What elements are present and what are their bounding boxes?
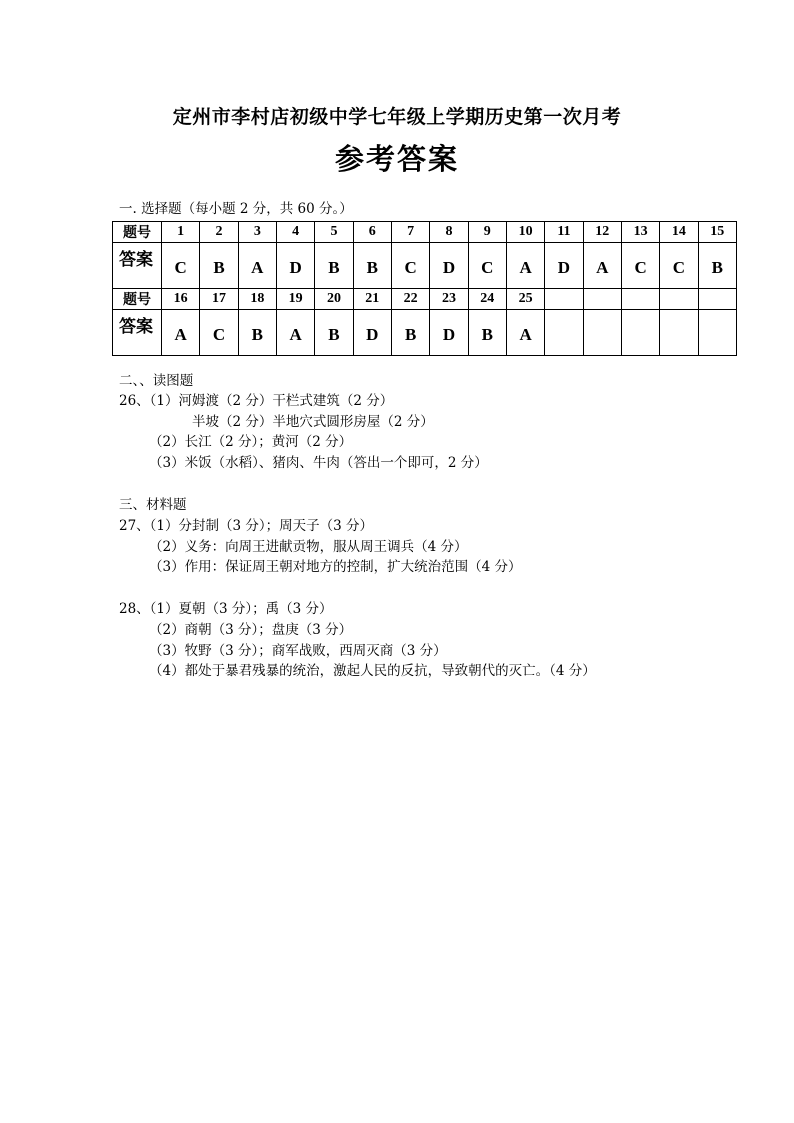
answer-cell: D	[276, 243, 314, 289]
answer-cell: B	[468, 310, 506, 356]
document-title: 定州市李村店初级中学七年级上学期历史第一次月考	[172, 106, 622, 128]
answer-cell: D	[353, 310, 391, 356]
question-number-cell	[545, 289, 583, 310]
question-number-cell: 21	[353, 289, 391, 310]
answer-cell: B	[315, 310, 353, 356]
question-number-cell: 6	[353, 222, 391, 243]
question-number-cell: 9	[468, 222, 506, 243]
q26-part2-line: （2）长江（2 分）；黄河（2 分）	[149, 434, 353, 450]
question-number-row	[113, 222, 737, 243]
q27-part1-line: 27、（1）分封制（3 分）；周天子（3 分）	[119, 518, 374, 534]
question-number-cell: 12	[583, 222, 621, 243]
answer-row	[113, 243, 737, 289]
answer-cell: B	[391, 310, 429, 356]
answer-cell: A	[506, 310, 544, 356]
answer-cell: B	[698, 243, 736, 289]
answer-cell: D	[430, 243, 468, 289]
answer-cell: C	[621, 243, 659, 289]
answer-cell: D	[430, 310, 468, 356]
question-number-cell: 24	[468, 289, 506, 310]
q28-part2-line: （2）商朝（3 分）；盘庚（3 分）	[149, 622, 353, 638]
row-label-answer: 答案	[113, 310, 162, 356]
question-number-cell	[583, 289, 621, 310]
answer-cell: A	[506, 243, 544, 289]
question-number-row	[113, 289, 737, 310]
question-number-cell: 14	[660, 222, 698, 243]
question-number-cell: 3	[238, 222, 276, 243]
question-number-cell: 17	[200, 289, 238, 310]
answer-cell: C	[391, 243, 429, 289]
q27-part3-line: （3）作用：保证周王朝对地方的控制，扩大统治范围（4 分）	[149, 559, 522, 575]
answer-cell	[621, 310, 659, 356]
question-number-cell: 1	[162, 222, 200, 243]
q26-part1-line: 26、（1）河姆渡（2 分）干栏式建筑（2 分）	[119, 393, 394, 409]
answer-cell: C	[468, 243, 506, 289]
section3-heading: 三、材料题	[119, 497, 187, 513]
question-number-cell: 5	[315, 222, 353, 243]
answer-cell	[698, 310, 736, 356]
answer-cell: B	[315, 243, 353, 289]
q26-part1-line2: 半坡（2 分）半地穴式圆形房屋（2 分）	[192, 414, 434, 430]
question-number-cell: 20	[315, 289, 353, 310]
question-number-cell: 2	[200, 222, 238, 243]
answer-cell	[583, 310, 621, 356]
answer-table	[112, 221, 737, 356]
section1-heading: 一. 选择题（每小题 2 分，共 60 分。）	[119, 201, 353, 217]
question-number-cell	[660, 289, 698, 310]
question-number-cell: 13	[621, 222, 659, 243]
section2-heading: 二、、读图题	[119, 373, 194, 389]
q28-part4-line: （4）都处于暴君残暴的统治，激起人民的反抗，导致朝代的灭亡。（4 分）	[149, 663, 596, 679]
answer-cell: A	[583, 243, 621, 289]
answer-cell: A	[276, 310, 314, 356]
question-number-cell: 10	[506, 222, 544, 243]
question-number-cell	[698, 289, 736, 310]
answer-cell	[545, 310, 583, 356]
q26-part3-line: （3）米饭（水稻）、猪肉、牛肉（答出一个即可，2 分）	[149, 455, 488, 471]
row-label-number: 题号	[113, 289, 162, 310]
answer-cell: B	[238, 310, 276, 356]
question-number-cell: 25	[506, 289, 544, 310]
question-number-cell: 7	[391, 222, 429, 243]
row-label-answer: 答案	[113, 243, 162, 289]
answer-cell: B	[200, 243, 238, 289]
question-number-cell: 19	[276, 289, 314, 310]
question-number-cell	[621, 289, 659, 310]
question-number-cell: 11	[545, 222, 583, 243]
document-subtitle: 参考答案	[334, 142, 459, 176]
answer-cell: A	[162, 310, 200, 356]
answer-cell: A	[238, 243, 276, 289]
question-number-cell: 4	[276, 222, 314, 243]
answer-cell: C	[200, 310, 238, 356]
question-number-cell: 18	[238, 289, 276, 310]
row-label-number: 题号	[113, 222, 162, 243]
q27-part2-line: （2）义务：向周王进献贡物，服从周王调兵（4 分）	[149, 539, 468, 555]
answer-cell: C	[660, 243, 698, 289]
question-number-cell: 8	[430, 222, 468, 243]
answer-cell: D	[545, 243, 583, 289]
q28-part1-line: 28、（1）夏朝（3 分）；禹（3 分）	[119, 601, 333, 617]
q28-part3-line: （3）牧野（3 分）；商军战败，西周灭商（3 分）	[149, 643, 447, 659]
question-number-cell: 23	[430, 289, 468, 310]
question-number-cell: 15	[698, 222, 736, 243]
answer-cell: C	[162, 243, 200, 289]
answer-cell: B	[353, 243, 391, 289]
answer-cell	[660, 310, 698, 356]
question-number-cell: 22	[391, 289, 429, 310]
question-number-cell: 16	[162, 289, 200, 310]
answer-row	[113, 310, 737, 356]
